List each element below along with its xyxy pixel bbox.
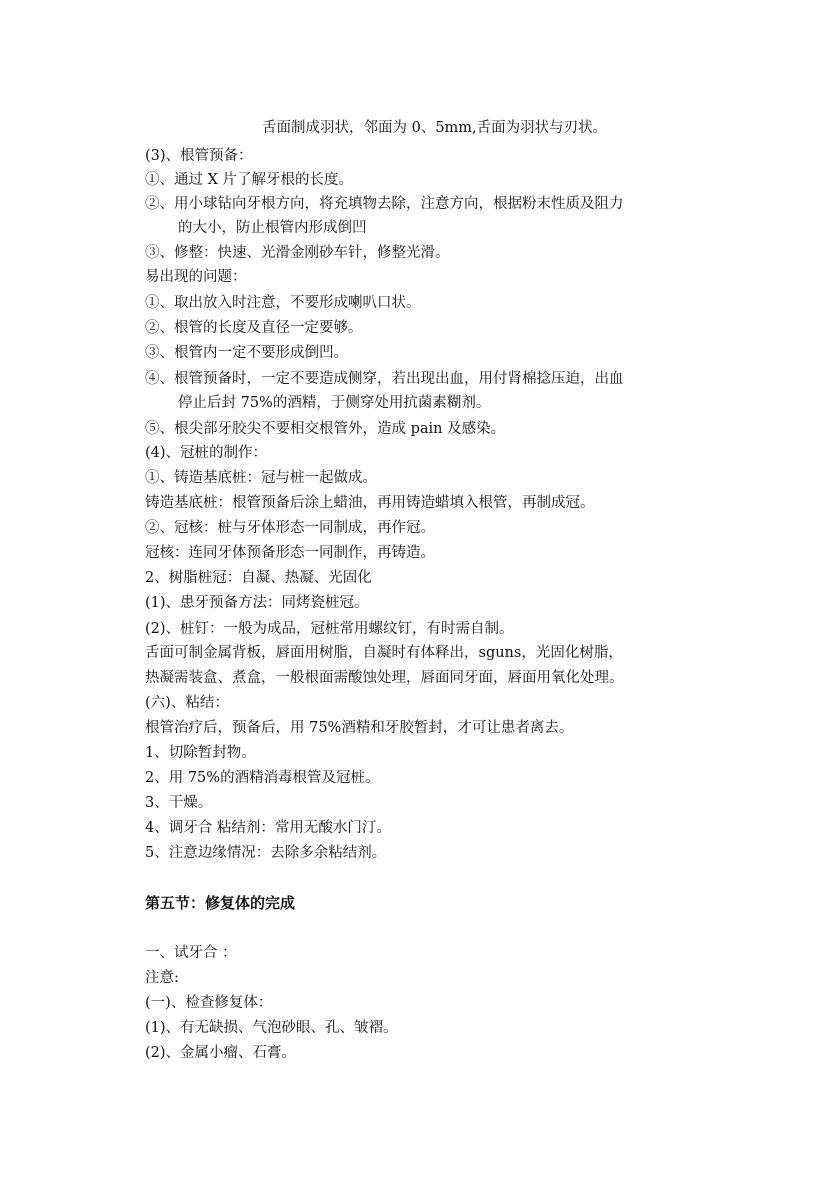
text-line: 停止后封 75%的酒精，于侧穿处用抗菌素糊剂。 [178,395,491,411]
section-heading: 第五节：修复体的完成 [145,894,296,912]
text-line: 铸造基底桩：根管预备后涂上蜡油，再用铸造蜡填入根管，再制成冠。 [145,495,595,511]
text-line: 的大小，防止根管内形成倒凹 [178,220,367,236]
text-line: 易出现的问题： [145,269,247,285]
text-line: (1)、有无缺损、气泡砂眼、孔、皱褶。 [145,1020,398,1036]
text-line: 2、树脂桩冠：自凝、热凝、光固化 [145,570,372,586]
text-line: (1)、患牙预备方法：同烤瓷桩冠。 [145,595,369,611]
text-line: 热凝需装盒、煮盒，一般根面需酸蚀处理，唇面同牙面，唇面用氧化处理。 [145,670,624,686]
text-line: 根管治疗后，预备后，用 75%酒精和牙胶暂封，才可让患者离去。 [145,720,574,736]
text-line: ①、铸造基底桩：冠与桩一起做成。 [145,470,377,486]
text-line: 3、干燥。 [145,795,213,811]
text-line: ③、根管内一定不要形成倒凹。 [145,345,348,361]
text-line: 4、调牙合 粘结剂：常用无酸水门汀。 [145,820,391,836]
text-line: ①、通过 X 片了解牙根的长度。 [145,172,354,188]
text-line: 注意: [145,970,179,986]
text-line: 1、切除暂封物。 [145,745,256,761]
text-line: ②、冠核：桩与牙体形态一同制成，再作冠。 [145,520,435,536]
text-line: 舌面制成羽状，邻面为 0、5mm,舌面为羽状与刃状。 [262,120,608,136]
text-line: ②、用小球钻向牙根方向，将充填物去除，注意方向，根据粉末性质及阻力 [145,196,624,212]
text-line: (2)、桩钉：一般为成品，冠桩常用螺纹钉，有时需自制。 [145,621,514,637]
text-line: (3)、根管预备： [145,148,253,164]
text-line: 2、用 75%的酒精消毒根管及冠桩。 [145,770,380,786]
text-line: (4)、冠桩的制作： [145,445,268,461]
text-line: (六)、粘结： [145,695,229,711]
text-line: (2)、金属小瘤、石膏。 [145,1045,297,1061]
text-line: ⑤、根尖部牙胶尖不要相交根管外，造成 pain 及感染。 [145,421,506,437]
text-line: 冠核：连同牙体预备形态一同制作，再铸造。 [145,545,435,561]
text-line: ②、根管的长度及直径一定要够。 [145,320,363,336]
text-line: ③、修整：快速、光滑金刚砂车针，修整光滑。 [145,245,450,261]
text-line: 舌面可制金属背板，唇面用树脂，自凝时有体释出，sguns，光固化树脂， [145,645,623,661]
text-line: 5、注意边缘情况：去除多余粘结剂。 [145,845,387,861]
text-line: ④、根管预备时，一定不要造成侧穿，若出现出血，用付肾棉捻压迫，出血 [145,371,624,387]
text-line: 一、试牙合 ： [145,945,237,961]
text-line: ①、取出放入时注意，不要形成喇叭口状。 [145,295,421,311]
text-line: (一)、检查修复体： [145,995,273,1011]
